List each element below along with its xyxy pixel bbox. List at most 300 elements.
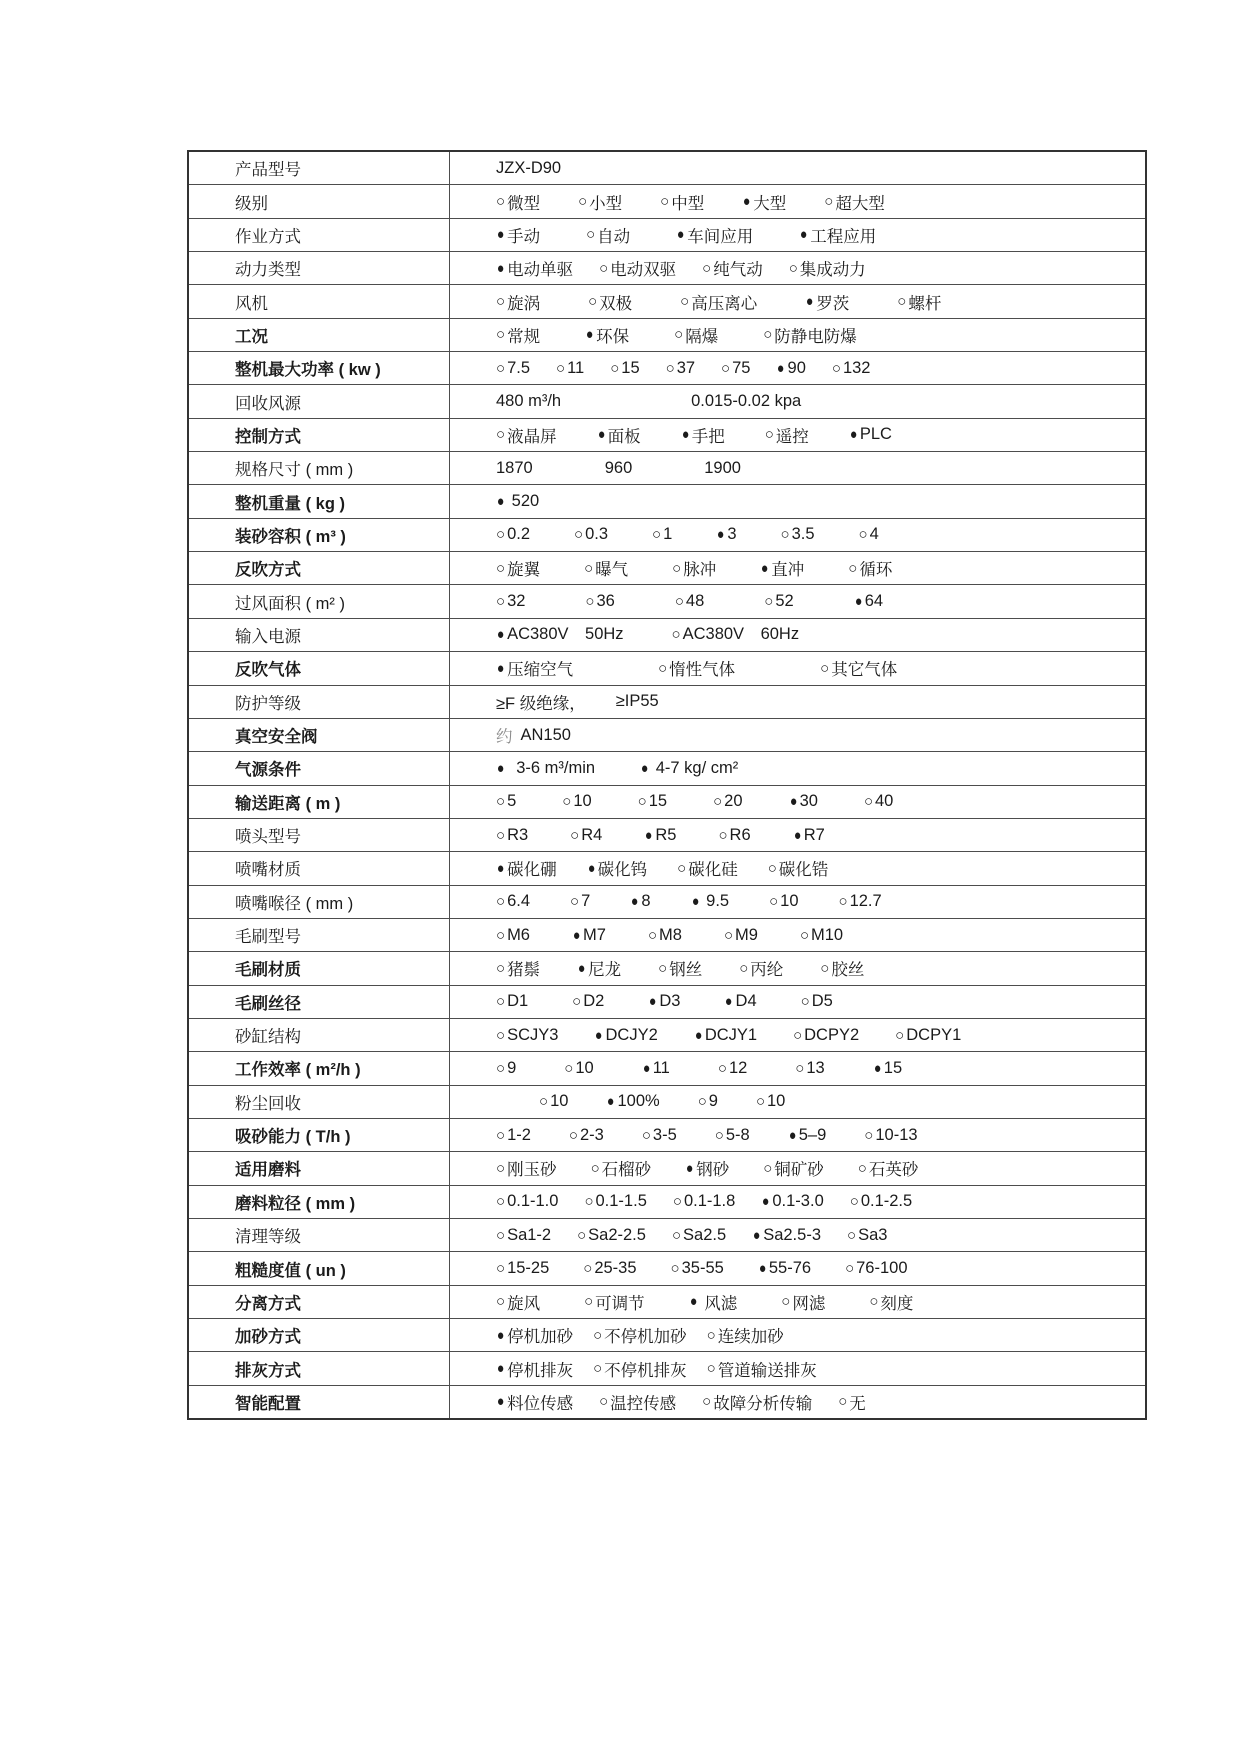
spec-label: 回收风源 [189,385,450,417]
spec-label: 适用磨料 [189,1152,450,1184]
option-label: 旋涡 [507,294,541,313]
spec-value [450,1352,1145,1384]
radio-empty-icon: ○ [863,793,873,811]
radio-empty-icon: ○ [660,193,670,211]
option-label: SCJY3 [507,1025,559,1044]
option-label: 35-55 [681,1259,724,1278]
option-unselected [593,1357,687,1381]
spec-value [450,786,1145,818]
radio-empty-icon: ○ [658,959,668,977]
option-label: 可调节 [595,1294,645,1313]
option-label: 0.1-1.5 [595,1192,647,1211]
option-unselected [496,1290,540,1314]
spec-label: 装砂容积 ( m³ ) [189,519,450,551]
option-selected [760,556,804,580]
option-unselected [838,1390,866,1414]
option-label: 连续加砂 [717,1328,784,1347]
radio-empty-icon: ○ [702,1393,712,1411]
spec-label: 加砂方式 [189,1319,450,1351]
spec-row [189,252,1145,285]
radio-empty-icon: ○ [570,826,580,844]
spec-row [189,1219,1145,1252]
option-unselected [652,525,672,544]
option-label: 碳化硅 [688,861,738,880]
radio-empty-icon: ○ [562,793,572,811]
option-unselected [859,525,879,544]
option-label: 3 [727,525,737,544]
radio-filled-icon: ● [577,959,586,977]
option-label: 双极 [599,294,633,313]
spec-row [189,452,1145,485]
option-unselected [599,256,676,280]
spec-label: 整机最大功率 ( kw ) [189,352,450,384]
option-unselected [556,359,584,378]
radio-empty-icon: ○ [588,293,598,311]
radio-empty-icon: ○ [718,826,728,844]
option-label: Sa3 [858,1225,888,1244]
value-text [605,459,633,478]
option-unselected [584,556,628,580]
radio-empty-icon: ○ [496,793,506,811]
spec-value [450,852,1145,884]
option-label: 0.1-2.5 [860,1192,913,1211]
value-text [496,392,561,411]
spec-label: 工况 [189,319,450,351]
option-unselected [795,1059,824,1078]
option-label: DCJY2 [605,1025,658,1044]
option-label: D5 [811,992,833,1011]
option-selected [849,425,892,444]
radio-empty-icon: ○ [584,1293,594,1311]
option-label: 中型 [671,194,705,213]
radio-filled-icon: ● [496,759,505,777]
radio-empty-icon: ○ [496,426,506,444]
option-label: 电动双驱 [610,261,677,280]
option-label: 10 [780,892,799,911]
spec-value [450,485,1145,517]
value-text [704,459,741,478]
spec-value [450,952,1145,984]
spec-row [189,819,1145,852]
option-label: 1870 [496,458,533,477]
spec-value [450,219,1145,251]
spec-value [450,619,1145,651]
radio-empty-icon: ○ [496,293,506,311]
spec-value [450,552,1145,584]
radio-empty-icon: ○ [849,1193,859,1211]
option-unselected [768,856,829,880]
radio-filled-icon: ● [806,293,814,311]
radio-empty-icon: ○ [713,793,723,811]
spec-label: 工作效率 ( m²/h ) [189,1052,450,1084]
option-selected [496,656,573,680]
radio-empty-icon: ○ [496,926,506,944]
radio-filled-icon: ● [758,1260,767,1278]
radio-filled-icon: ● [496,859,505,877]
option-selected [761,1192,823,1211]
spec-label: 动力类型 [189,252,450,284]
option-unselected [781,525,815,544]
option-label: 0.2 [507,525,530,544]
radio-filled-icon: ● [793,826,801,844]
option-label: 52 [775,592,794,611]
option-label: 11 [567,358,585,377]
spec-value [450,1286,1145,1318]
option-selected [496,256,573,280]
option-label: 曝气 [595,561,629,580]
radio-filled-icon: ● [752,1226,761,1244]
radio-empty-icon: ○ [599,1393,609,1411]
radio-empty-icon: ○ [574,526,584,544]
spec-label: 排灰方式 [189,1352,450,1384]
option-unselected [672,625,800,644]
option-unselected [850,1192,912,1211]
radio-empty-icon: ○ [706,1326,716,1344]
option-label: 10 [767,1092,786,1111]
spec-label: 气源条件 [189,752,450,784]
radio-empty-icon: ○ [677,859,687,877]
radio-empty-icon: ○ [496,1293,506,1311]
value-text [496,459,533,478]
spec-value [450,1186,1145,1218]
radio-empty-icon: ○ [781,1293,791,1311]
option-unselected [591,1156,652,1180]
option-unselected [584,1192,646,1211]
option-unselected [496,1126,531,1145]
option-label: 0.3 [585,525,608,544]
option-label: 大型 [753,194,787,213]
radio-filled-icon: ● [788,1126,796,1144]
option-label: 76-100 [856,1259,908,1278]
option-selected [496,1323,573,1347]
option-label: D3 [659,992,681,1011]
option-unselected [638,792,667,811]
option-unselected [496,1059,516,1078]
spec-label: 整机重量 ( kg ) [189,485,450,517]
option-label: 隔爆 [685,327,719,346]
radio-empty-icon: ○ [496,959,506,977]
option-label: DCPY2 [804,1025,860,1044]
radio-empty-icon: ○ [838,893,848,911]
spec-row [189,219,1145,252]
spec-value [450,986,1145,1018]
spec-row [189,652,1145,685]
radio-empty-icon: ○ [496,559,506,577]
option-label: 4-7 kg/ cm² [651,758,739,777]
option-label: AC380V 50Hz [507,625,624,644]
radio-empty-icon: ○ [721,359,731,377]
radio-empty-icon: ○ [672,559,682,577]
radio-empty-icon: ○ [539,1093,549,1111]
value-text [496,690,586,714]
radio-empty-icon: ○ [869,1293,879,1311]
spec-row [189,719,1145,752]
radio-empty-icon: ○ [496,1059,506,1077]
option-label: JZX-D90 [496,158,562,177]
radio-filled-icon: ● [642,1059,650,1077]
radio-empty-icon: ○ [590,1159,600,1177]
radio-filled-icon: ● [640,759,649,777]
option-selected [496,1357,573,1381]
spec-row [189,1019,1145,1052]
option-label: M6 [507,925,530,944]
radio-empty-icon: ○ [697,1093,707,1111]
option-label: 37 [676,358,696,377]
spec-label: 粉尘回收 [189,1086,450,1118]
radio-empty-icon: ○ [739,959,749,977]
option-selected [496,759,595,778]
option-label: 15-25 [507,1259,550,1278]
option-unselected [763,323,857,347]
option-label: 螺杆 [908,294,942,313]
option-unselected [562,792,591,811]
radio-empty-icon: ○ [637,793,647,811]
spec-label: 分离方式 [189,1286,450,1318]
option-unselected [820,956,864,980]
option-label: 脉冲 [683,561,717,580]
radio-filled-icon: ● [761,559,769,577]
radio-empty-icon: ○ [674,593,684,611]
radio-empty-icon: ○ [586,226,596,244]
option-label: 尼龙 [588,961,622,980]
spec-label: 输送距离 ( m ) [189,786,450,818]
spec-value [450,1119,1145,1151]
spec-row [189,1386,1145,1418]
radio-empty-icon: ○ [897,293,907,311]
spec-value [450,1152,1145,1184]
option-label: 不停机排灰 [604,1361,687,1380]
spec-row [189,152,1145,185]
option-label: 工程应用 [810,227,877,246]
option-unselected [658,956,702,980]
radio-empty-icon: ○ [496,359,506,377]
option-unselected [702,256,763,280]
option-label: 64 [864,592,884,611]
spec-label: 防护等级 [189,686,450,718]
option-unselected [715,1126,750,1145]
option-unselected [839,892,882,911]
option-unselected [739,956,783,980]
option-label: 40 [875,792,894,811]
option-label: R6 [729,825,751,844]
option-unselected [845,1259,907,1278]
option-label: 0.1-3.0 [772,1192,824,1211]
radio-empty-icon: ○ [610,359,620,377]
option-unselected [496,525,530,544]
option-selected [597,423,641,447]
option-unselected [496,992,528,1011]
radio-filled-icon: ● [681,426,689,444]
spec-value [450,452,1145,484]
option-selected [799,223,876,247]
option-selected [805,290,849,314]
spec-row [189,686,1145,719]
spec-value [450,919,1145,951]
option-unselected [496,423,557,447]
option-label: 10 [575,1058,594,1077]
option-label: 防静电防爆 [774,327,857,346]
option-selected [789,792,818,811]
option-label: M7 [583,925,606,944]
spec-label: 风机 [189,285,450,317]
radio-empty-icon: ○ [578,193,588,211]
option-label: 刚玉砂 [507,1161,557,1180]
spec-row [189,285,1145,318]
option-unselected [847,1226,887,1245]
radio-filled-icon: ● [645,826,653,844]
spec-row [189,952,1145,985]
option-unselected [648,926,682,945]
option-label: 480 m³/h [496,392,562,411]
spec-value [450,1219,1145,1251]
option-unselected [599,1390,676,1414]
option-unselected [781,1290,825,1314]
option-unselected [496,190,540,214]
spec-value [450,686,1145,718]
option-unselected [713,792,742,811]
spec-row [189,385,1145,418]
radio-empty-icon: ○ [496,326,506,344]
option-unselected [585,592,614,611]
option-label: Sa1-2 [507,1225,552,1244]
radio-empty-icon: ○ [820,959,830,977]
option-selected [606,1092,659,1111]
option-label: Sa2.5-3 [763,1225,821,1244]
radio-empty-icon: ○ [584,1193,594,1211]
radio-empty-icon: ○ [658,659,668,677]
option-label: 12 [728,1058,748,1077]
option-label: 3-6 m³/min [507,758,596,777]
option-selected [630,892,650,911]
option-label: 胶丝 [831,961,865,980]
option-label: 钢砂 [696,1161,730,1180]
spec-row [189,752,1145,785]
radio-empty-icon: ○ [647,926,658,944]
radio-filled-icon: ● [685,1159,694,1177]
option-label: 温控传感 [610,1394,677,1413]
spec-label: 过风面积 ( m² ) [189,585,450,617]
radio-empty-icon: ○ [706,1360,716,1378]
spec-value [450,319,1145,351]
option-label: 微型 [507,194,541,213]
radio-empty-icon: ○ [764,593,774,611]
option-unselected [680,290,757,314]
value-text [496,723,513,747]
option-selected [776,359,805,378]
option-selected [689,1290,738,1314]
spec-row [189,1186,1145,1219]
option-label: 故障分析传输 [713,1394,813,1413]
option-label: D1 [507,992,529,1011]
option-label: 面板 [607,427,641,446]
spec-value [450,752,1145,784]
radio-filled-icon: ● [496,1360,505,1378]
radio-empty-icon: ○ [672,1193,682,1211]
radio-empty-icon: ○ [702,259,712,277]
radio-empty-icon: ○ [496,893,506,911]
value-text [691,392,801,411]
option-unselected [895,1026,961,1045]
radio-empty-icon: ○ [793,1026,803,1044]
radio-filled-icon: ● [496,259,505,277]
radio-filled-icon: ● [496,626,505,644]
option-label: 9.5 [701,892,730,911]
radio-filled-icon: ● [777,359,785,377]
option-selected [694,1026,757,1045]
option-label: 压缩空气 [507,661,574,680]
spec-value [450,652,1145,684]
option-unselected [765,423,809,447]
spec-label: 毛刷丝径 [189,986,450,1018]
radio-filled-icon: ● [854,593,862,611]
radio-filled-icon: ● [649,993,657,1011]
spec-label: 毛刷材质 [189,952,450,984]
spec-value [450,1319,1145,1351]
spec-row [189,419,1145,452]
option-label: 1 [663,525,673,544]
option-label: 4 [869,525,879,544]
radio-empty-icon: ○ [496,193,506,211]
option-label: 手把 [691,427,725,446]
spec-row [189,886,1145,919]
spec-label: 反吹方式 [189,552,450,584]
radio-empty-icon: ○ [838,1393,848,1411]
radio-empty-icon: ○ [599,259,609,277]
option-label: 520 [507,492,540,511]
option-label: 13 [806,1058,825,1077]
radio-empty-icon: ○ [763,1159,773,1177]
option-label: 5–9 [798,1125,827,1144]
spec-value [450,152,1145,184]
spec-value [450,1252,1145,1284]
option-label: 旋翼 [507,561,541,580]
radio-empty-icon: ○ [764,426,774,444]
option-unselected [666,359,695,378]
radio-empty-icon: ○ [717,1059,727,1077]
option-label: 集成动力 [799,261,866,280]
option-label: M8 [659,925,682,944]
option-unselected [642,1126,677,1145]
value-text [616,692,659,711]
radio-empty-icon: ○ [671,1226,682,1244]
option-unselected [858,1156,919,1180]
option-unselected [539,1092,568,1111]
option-unselected [496,1026,558,1045]
radio-empty-icon: ○ [674,326,684,344]
option-selected [752,1226,821,1245]
option-label: 碳化锆 [778,861,829,880]
radio-empty-icon: ○ [864,1126,874,1144]
option-label: 石英砂 [868,1161,919,1180]
radio-empty-icon: ○ [496,1193,506,1211]
option-unselected [588,290,632,314]
spec-row [189,786,1145,819]
spec-label: 喷头型号 [189,819,450,851]
option-label: 15 [621,358,640,377]
option-label: 9 [507,1058,517,1077]
spec-label: 作业方式 [189,219,450,251]
radio-empty-icon: ○ [848,559,858,577]
spec-label: 反吹气体 [189,652,450,684]
radio-empty-icon: ○ [577,1226,587,1244]
radio-empty-icon: ○ [671,626,681,644]
spec-row [189,1286,1145,1319]
option-unselected [769,892,798,911]
option-selected [681,423,725,447]
option-label: 丙纶 [750,961,784,980]
option-label: 直冲 [771,561,805,580]
spec-value [450,1386,1145,1418]
